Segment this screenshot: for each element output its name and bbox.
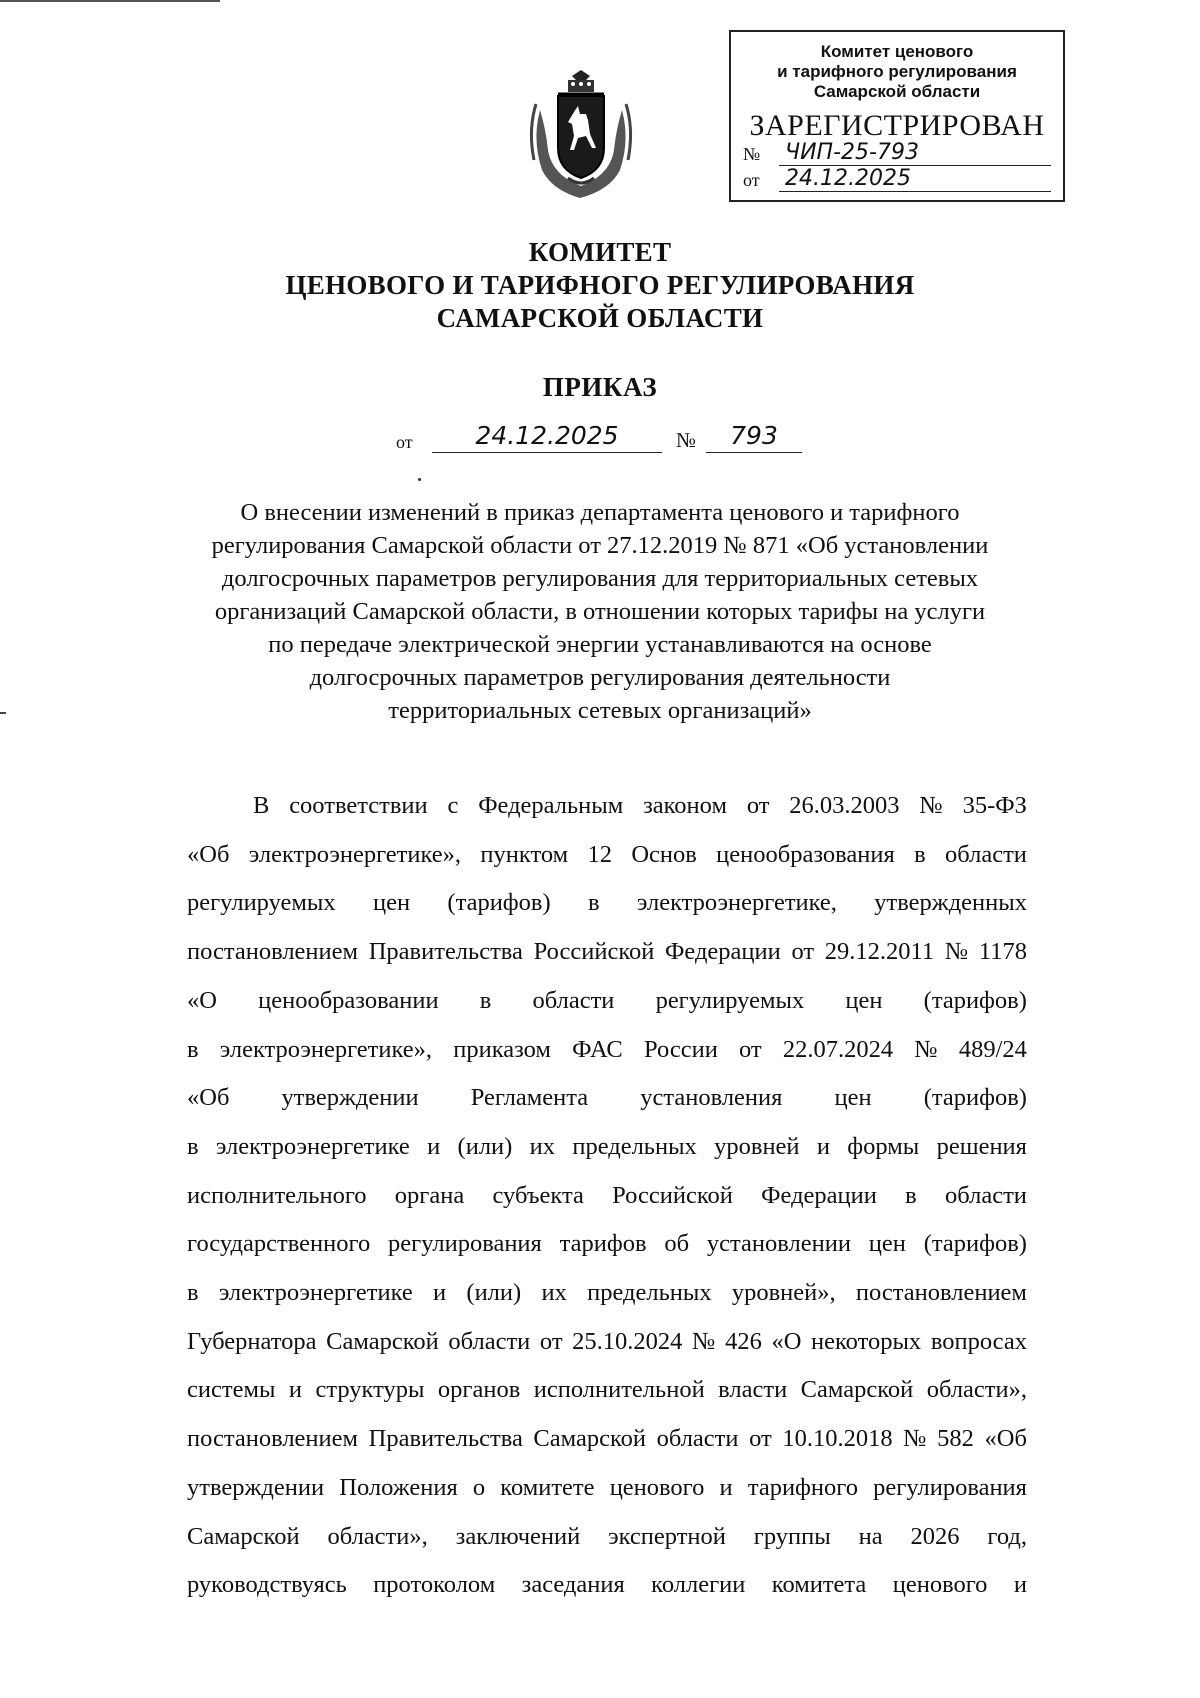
body-word: 25.10.2024 [572,1327,683,1355]
body-word: комитета [771,1571,867,1599]
registration-stamp [729,30,1065,202]
body-word: исполнительной [533,1376,705,1404]
body-word: вопросах [930,1327,1027,1355]
body-word: в [479,986,492,1014]
body-word: законом [643,792,727,819]
body-line [187,1561,1027,1610]
body-word: заседания [521,1571,625,1599]
body-word: от [539,1327,563,1355]
body-word: № [692,1327,716,1355]
body-word: Правительства [368,938,523,966]
stamp-line-3: Самарской области [813,82,981,101]
body-word: регулируемых [655,986,805,1014]
body-word: области [448,1327,531,1355]
body-word: 426 [725,1327,762,1355]
body-word: электроэнергетике, [636,889,837,917]
body-word: и [816,1132,830,1160]
body-word: Регламента [470,1084,589,1112]
body-word: их [541,1279,567,1307]
body-line [187,977,1027,1026]
body-word: ценообразования [716,840,895,868]
subject-line: долгосрочных параметров регулирования деятельности [309,664,891,691]
body-word: пунктом [480,840,569,868]
body-word: № [944,938,969,966]
body-word: от [746,792,770,819]
body-word: области», [327,1522,428,1550]
body-word: коллегии [651,1571,746,1599]
body-word: В [253,792,270,819]
body-word: (тарифов) [923,1084,1027,1112]
body-line [187,1464,1027,1513]
body-word: «Об [187,840,230,868]
body-word: системы [187,1376,276,1404]
body-word: ценового [609,1473,705,1501]
body-word: об [664,1230,690,1258]
body-line [187,782,1027,831]
stamp-header [731,42,1063,102]
body-word: и [433,1279,447,1307]
body-word: электроэнергетике [218,1279,413,1307]
subject-line: регулирования Самарской области от 27.12.2019 № 871 «Об установлении [211,532,989,559]
body-word: Губернатора [187,1327,317,1355]
body-word: в [187,1279,199,1307]
body-line [187,831,1027,880]
body-word: электроэнергетике [215,1132,410,1160]
org-line-1: КОМИТЕТ [528,237,672,267]
body-word: цен [372,889,411,917]
coat-of-arms-icon [528,70,634,202]
body-word: тарифов [559,1230,647,1258]
body-word: № [903,1425,927,1453]
body-word: ценового [892,1571,988,1599]
body-word: уровней», [731,1279,836,1307]
body-word: утверждении [281,1084,419,1112]
body-word: Федерации [761,1181,877,1209]
body-word: органа [394,1181,465,1209]
body-word: Самарской [326,1327,439,1355]
body-word: области [945,1181,1027,1209]
document-subject [180,496,1020,727]
body-word: 35-ФЗ [962,792,1027,819]
body-word: 2026 [910,1522,960,1550]
order-date-label: от [396,432,413,452]
body-line [187,1366,1027,1415]
body-word: предельных [572,1132,697,1160]
body-word: Федеральным [478,792,624,819]
body-word: Правительства [368,1425,523,1453]
body-word: на [858,1522,883,1550]
org-line-3: САМАРСКОЙ ОБЛАСТИ [436,303,764,333]
body-word: цен [834,1084,872,1112]
body-word: установлении [706,1230,851,1258]
body-word: постановлением [187,938,359,966]
body-word: их [529,1132,556,1160]
body-word: «Об [984,1425,1027,1453]
body-word: установления [640,1084,783,1112]
body-word: ценообразовании [258,986,439,1014]
body-word: постановлением [187,1425,359,1453]
order-number-value: 793 [706,420,802,453]
body-word: области», [926,1376,1027,1404]
body-word: Самарской [187,1522,300,1550]
body-word: от [749,1425,772,1453]
body-line [187,1123,1027,1172]
body-word: регулируемых [187,889,336,917]
body-word: экспертной [608,1522,726,1550]
body-word: от [791,938,815,966]
body-word: и [1013,1571,1027,1599]
body-word: и [427,1132,441,1160]
body-word: 26.03.2003 [789,792,900,819]
body-word: структуры [315,1376,425,1404]
document-body [187,782,1027,1610]
body-word: субъекта [492,1181,584,1209]
subject-line: О внесении изменений в приказ департамента ценового и тарифного [240,499,960,526]
stamp-date-row [743,167,1051,193]
body-word: в [187,1035,199,1063]
body-word: «О [771,1327,802,1355]
document-type-title: ПРИКАЗ [542,372,658,402]
body-word: в [914,840,926,868]
subject-line: долгосрочных параметров регулирования для территориальных сетевых [221,565,979,592]
body-word: предельных [587,1279,712,1307]
body-word: комитете [500,1473,595,1501]
body-word: от [739,1035,762,1063]
body-word: в [187,1132,199,1160]
body-word: в [588,889,600,917]
body-word: Российской [612,1181,733,1209]
stamp-date-label: от [743,170,760,190]
subject-line: по передаче электрической энергии устанавливаются на основе [268,631,932,658]
body-word: Российской [533,938,655,966]
body-word: исполнительного [187,1181,367,1209]
body-word: области [532,986,615,1014]
body-word: (тарифов) [923,986,1027,1014]
body-word: органов [437,1376,521,1404]
body-word: регулирования [388,1230,542,1258]
body-word: цен [845,986,883,1014]
body-word: области [945,840,1027,868]
order-date-number [396,420,836,460]
body-word: утверждении [187,1473,325,1501]
body-line [187,1269,1027,1318]
stamp-line-2: и тарифного регулирования [777,62,1017,81]
body-word: тарифного [747,1473,858,1501]
body-word: год, [987,1522,1027,1550]
body-word: Самарской [533,1425,646,1453]
stamp-number-value: ЧИП-25-793 [779,141,1051,166]
body-word: Самарской [800,1376,914,1404]
body-word: 29.12.2011 [824,938,935,966]
body-line [187,1318,1027,1367]
body-word: приказом [453,1035,551,1063]
body-word: протоколом [373,1571,496,1599]
body-line [187,879,1027,928]
body-word: (тарифов) [447,889,551,917]
body-word: 582 [937,1425,974,1453]
stamp-line-1: Комитет ценового [820,42,974,61]
body-word: электроэнергетике», [248,840,462,868]
scan-edge-line [0,0,220,2]
body-word: государственного [187,1230,371,1258]
body-word: руководствуясь [187,1571,347,1599]
order-number-label: № [676,428,697,452]
body-word: «О [187,986,217,1014]
scan-dot [418,478,421,481]
body-line [187,1026,1027,1075]
body-line [187,1220,1027,1269]
body-word: № [919,792,943,819]
body-word: соответствии [289,792,428,819]
stamp-number-label: № [743,144,761,164]
body-word: 10.10.2018 [782,1425,893,1453]
body-word: постановлением [855,1279,1027,1307]
body-word: (тарифов) [923,1230,1027,1258]
body-word: России [643,1035,718,1063]
body-line [187,1172,1027,1221]
subject-line: территориальных сетевых организаций» [388,697,812,724]
body-line [187,1513,1027,1562]
body-word: (или) [457,1132,513,1160]
body-word: области [656,1425,739,1453]
scan-margin-mark [0,712,6,714]
body-word: некоторых [811,1327,922,1355]
order-date-value: 24.12.2025 [432,420,662,453]
stamp-status: ЗАРЕГИСТРИРОВАН [749,109,1045,142]
body-word: уровней [714,1132,800,1160]
organization-header [0,236,1200,335]
stamp-number-row [743,141,1051,167]
body-word: 1178 [978,938,1027,966]
body-word: власти [718,1376,788,1404]
body-word: регулирования [873,1473,1027,1501]
body-line [187,1074,1027,1123]
body-word: 12 [587,840,612,868]
body-word: в [905,1181,917,1209]
stamp-date-value: 24.12.2025 [779,167,1051,192]
body-word: № [914,1035,938,1063]
body-word: 489/24 [958,1035,1027,1063]
body-word: Положения [339,1473,458,1501]
body-word: цен [868,1230,906,1258]
body-word: и [719,1473,733,1501]
body-word: с [447,792,459,819]
subject-line: организаций Самарской области, в отношении которых тарифы на услуги [214,598,986,625]
body-line [187,1415,1027,1464]
body-word: Федерации [665,938,781,966]
body-word: формы [847,1132,920,1160]
body-word: и [288,1376,302,1404]
body-word: Основ [631,840,697,868]
body-word: «Об [187,1084,230,1112]
body-word: о [472,1473,486,1501]
body-word: заключений [455,1522,581,1550]
body-word: группы [753,1522,831,1550]
body-line [187,928,1027,977]
body-word: ФАС [572,1035,623,1063]
body-word: (или) [466,1279,522,1307]
body-word: 22.07.2024 [782,1035,894,1063]
body-word: решения [936,1132,1027,1160]
body-word: утвержденных [874,889,1027,917]
org-line-2: ЦЕНОВОГО И ТАРИФНОГО РЕГУЛИРОВАНИЯ [285,270,915,300]
body-word: электроэнергетике», [219,1035,433,1063]
